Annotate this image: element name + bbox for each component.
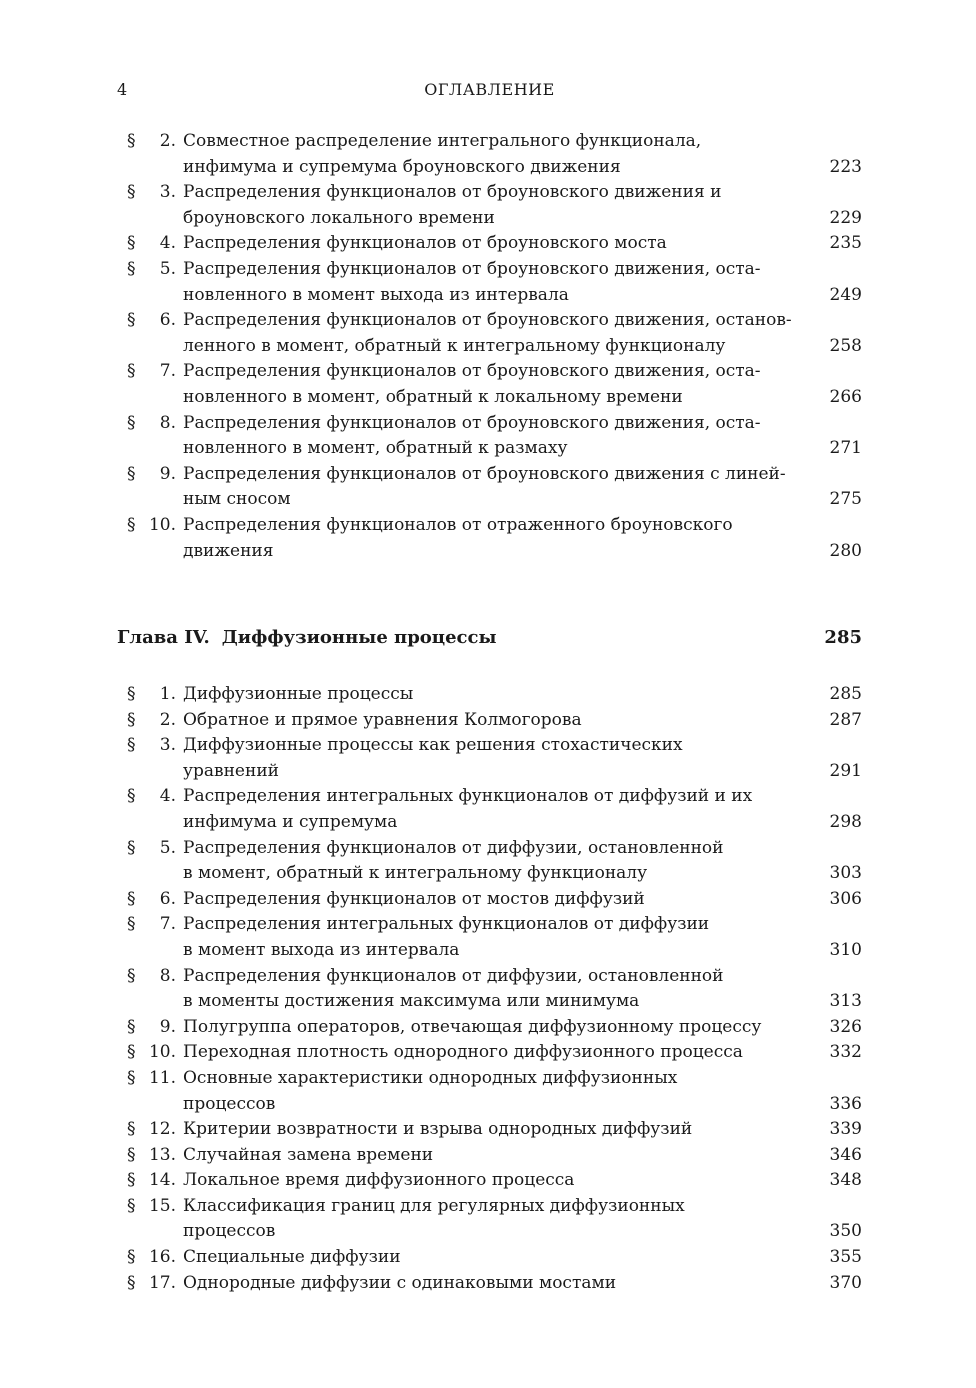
- entry-page: 285: [829, 684, 862, 704]
- entry-number: 7.: [159, 361, 176, 382]
- entry-title-line: ленного в момент, обратный к интегральному функционалу: [183, 335, 726, 356]
- entry-number: 4.: [159, 786, 176, 807]
- entry-title: [183, 231, 810, 257]
- entry-number: 3.: [159, 735, 176, 756]
- entry-title: [183, 359, 810, 410]
- entry-page: 229: [829, 207, 862, 228]
- entry-title: [183, 682, 810, 708]
- chapter-page: 285: [824, 627, 862, 648]
- entry-number: 7.: [159, 914, 176, 935]
- entry-title-line: Совместное распределение интегрального функционала,: [183, 131, 702, 151]
- entry-title-line: ным сносом: [183, 489, 291, 510]
- entry-number: 11.: [148, 1067, 176, 1088]
- entry-page: 287: [829, 709, 862, 730]
- entry-page: 249: [829, 284, 862, 305]
- entry-title-line: Распределения функционалов от броуновского движения, оста-: [183, 258, 761, 279]
- entry-title: [183, 912, 810, 963]
- entry-title-line: движения: [183, 540, 274, 561]
- section-symbol: §: [127, 233, 136, 254]
- entry-title-line: Случайная замена времени: [183, 1144, 434, 1165]
- entry-title-line: процессов: [183, 1221, 276, 1242]
- entry-number: 3.: [159, 182, 176, 203]
- entry-title-line: в момент, обратный к интегральному функционалу: [183, 863, 648, 884]
- section-symbol: §: [127, 182, 136, 203]
- section-symbol: §: [127, 709, 136, 730]
- entry-title-line: Полугруппа операторов, отвечающая диффузионному процессу: [183, 1016, 762, 1037]
- section-symbol: §: [127, 463, 136, 484]
- section-symbol: §: [127, 412, 136, 433]
- section-symbol: §: [127, 1067, 136, 1088]
- section-symbol: §: [127, 786, 136, 807]
- entry-page: 303: [829, 863, 862, 884]
- entry-title: [183, 1245, 810, 1271]
- entry-page: 348: [829, 1170, 862, 1191]
- entry-title: [183, 784, 810, 835]
- toc-entry: [117, 1040, 862, 1066]
- entry-title-line: Обратное и прямое уравнения Колмогорова: [183, 709, 582, 730]
- entry-page: 258: [829, 335, 862, 356]
- section-symbol: §: [127, 1144, 136, 1165]
- section-symbol: §: [127, 1042, 136, 1063]
- toc-entry: [117, 257, 862, 308]
- entry-number: 6.: [159, 310, 176, 331]
- entry-title-line: Однородные диффузии с одинаковыми мостами: [183, 1272, 617, 1293]
- entry-page: 313: [829, 991, 862, 1012]
- entry-page: 326: [829, 1016, 862, 1037]
- entry-title: [183, 1271, 810, 1297]
- toc-entry: [117, 1015, 862, 1041]
- entry-title: [183, 411, 810, 462]
- entry-page: 223: [829, 156, 862, 177]
- entry-title: [183, 1143, 810, 1169]
- entry-title-line: Диффузионные процессы: [183, 684, 414, 704]
- entry-page: 306: [829, 888, 862, 909]
- entry-page: 350: [829, 1221, 862, 1242]
- entry-title-line: уравнений: [183, 760, 279, 781]
- entry-title: [183, 513, 810, 564]
- entry-title-line: Распределения функционалов от диффузии, остановленной: [183, 965, 724, 986]
- entry-page: 355: [829, 1247, 862, 1268]
- entry-number: 16.: [148, 1247, 176, 1268]
- entry-number: 5.: [159, 258, 176, 279]
- entry-page: 336: [829, 1093, 862, 1114]
- entry-number: 10.: [148, 1042, 176, 1063]
- entry-title-line: Распределения функционалов от броуновского движения с линей-: [183, 463, 786, 484]
- page-number: 4: [117, 80, 128, 99]
- entry-title: [183, 733, 810, 784]
- entry-title: [183, 1168, 810, 1194]
- section-symbol: §: [127, 1016, 136, 1037]
- toc-entry: [117, 513, 862, 564]
- entry-number: 4.: [159, 233, 176, 254]
- running-header: [117, 80, 862, 106]
- entry-title-line: Классификация границ для регулярных диффузионных: [183, 1195, 685, 1216]
- toc-list-chapter: [117, 682, 862, 1296]
- entry-title-line: новленного в момент, обратный к локальному времени: [183, 386, 683, 407]
- entry-title-line: Распределения функционалов от диффузии, остановленной: [183, 837, 724, 858]
- entry-number: 6.: [159, 888, 176, 909]
- entry-title-line: новленного в момент, обратный к размаху: [183, 438, 568, 459]
- entry-title-line: Специальные диффузии: [183, 1247, 401, 1268]
- entry-page: 271: [829, 438, 862, 459]
- section-symbol: §: [127, 310, 136, 331]
- toc-entry: [117, 1117, 862, 1143]
- toc-entry: [117, 784, 862, 835]
- entry-page: 370: [829, 1272, 862, 1293]
- entry-title-line: Распределения функционалов от отраженного броуновского: [183, 514, 733, 535]
- entry-title-line: Распределения интегральных функционалов от диффузий и их: [183, 786, 753, 807]
- toc-entry: [117, 1066, 862, 1117]
- entry-title: [183, 1015, 810, 1041]
- entry-title-line: Основные характеристики однородных диффузионных: [183, 1067, 678, 1088]
- entry-page: 298: [829, 811, 862, 832]
- entry-page: 346: [829, 1144, 862, 1165]
- entry-page: 310: [829, 939, 862, 960]
- entry-title: [183, 887, 810, 913]
- entry-title-line: Критерии возвратности и взрыва однородных диффузий: [183, 1119, 693, 1140]
- section-symbol: §: [127, 258, 136, 279]
- entry-page: 275: [829, 489, 862, 510]
- toc-entry: [117, 682, 862, 708]
- entry-title: [183, 1040, 810, 1066]
- entry-title-line: броуновского локального времени: [183, 207, 495, 228]
- toc-entry: [117, 462, 862, 513]
- section-symbol: §: [127, 1247, 136, 1268]
- entry-title-line: инфимума и супремума: [183, 811, 398, 832]
- entry-page: 280: [829, 540, 862, 561]
- toc-entry: [117, 1245, 862, 1271]
- section-symbol: §: [127, 735, 136, 756]
- entry-number: 10.: [148, 514, 176, 535]
- section-symbol: §: [127, 361, 136, 382]
- entry-number: 15.: [148, 1195, 176, 1216]
- section-symbol: §: [127, 1119, 136, 1140]
- section-symbol: §: [127, 1272, 136, 1293]
- entry-number: 14.: [148, 1170, 176, 1191]
- entry-title: [183, 308, 810, 359]
- toc-entry: [117, 1143, 862, 1169]
- entry-title-line: в момент выхода из интервала: [183, 939, 460, 960]
- section-symbol: §: [127, 1195, 136, 1216]
- entry-page: 266: [829, 386, 862, 407]
- entry-title-line: Распределения функционалов от броуновского движения, останов-: [183, 310, 792, 331]
- chapter-title: Диффузионные процессы: [221, 627, 497, 648]
- toc-entry: [117, 1271, 862, 1297]
- entry-title-line: новленного в момент выхода из интервала: [183, 284, 569, 305]
- section-symbol: §: [127, 965, 136, 986]
- section-symbol: §: [127, 1170, 136, 1191]
- toc-entry: [117, 411, 862, 462]
- entry-title: [183, 1066, 810, 1117]
- toc-entry: [117, 231, 862, 257]
- entry-title-line: Распределения функционалов от мостов диффузий: [183, 888, 645, 909]
- entry-title-line: Распределения интегральных функционалов от диффузии: [183, 914, 710, 935]
- toc-entry: [117, 180, 862, 231]
- entry-title: [183, 964, 810, 1015]
- toc-entry: [117, 887, 862, 913]
- section-symbol: §: [127, 131, 136, 151]
- entry-page: 339: [829, 1119, 862, 1140]
- entry-number: 17.: [148, 1272, 176, 1293]
- toc-entry: [117, 308, 862, 359]
- toc-entry: [117, 836, 862, 887]
- entry-page: 235: [829, 233, 862, 254]
- toc-entry: [117, 912, 862, 963]
- entry-number: 12.: [148, 1119, 176, 1140]
- entry-title: [183, 129, 810, 180]
- entry-number: 8.: [159, 412, 176, 433]
- toc-list-top: [117, 129, 862, 564]
- entry-title-line: процессов: [183, 1093, 276, 1114]
- entry-title-line: Распределения функционалов от броуновского движения, оста-: [183, 412, 761, 433]
- entry-number: 8.: [159, 965, 176, 986]
- entry-title: [183, 180, 810, 231]
- toc-entry: [117, 964, 862, 1015]
- section-symbol: §: [127, 684, 136, 704]
- entry-title: [183, 462, 810, 513]
- entry-title: [183, 836, 810, 887]
- entry-title-line: Локальное время диффузионного процесса: [183, 1170, 575, 1191]
- toc-entry: [117, 1168, 862, 1194]
- entry-title-line: Распределения функционалов от броуновского движения, оста-: [183, 361, 761, 382]
- toc-entry: [117, 733, 862, 784]
- chapter-heading: [117, 625, 862, 651]
- entry-title-line: инфимума и супремума броуновского движения: [183, 156, 621, 177]
- entry-number: 2.: [159, 709, 176, 730]
- toc-entry: [117, 129, 862, 180]
- entry-page: 291: [829, 760, 862, 781]
- entry-title-line: Распределения функционалов от броуновского моста: [183, 233, 667, 254]
- entry-title-line: в моменты достижения максимума или минимума: [183, 991, 640, 1012]
- entry-number: 2.: [159, 131, 176, 151]
- entry-page: 332: [829, 1042, 862, 1063]
- entry-title: [183, 708, 810, 734]
- entry-number: 5.: [159, 837, 176, 858]
- entry-number: 1.: [159, 684, 176, 704]
- section-symbol: §: [127, 914, 136, 935]
- entry-number: 9.: [159, 1016, 176, 1037]
- chapter-label: Глава IV.: [117, 627, 210, 648]
- entry-title: [183, 1117, 810, 1143]
- header-title: ОГЛАВЛЕНИЕ: [424, 80, 555, 99]
- entry-title-line: Переходная плотность однородного диффузионного процесса: [183, 1042, 743, 1063]
- section-symbol: §: [127, 514, 136, 535]
- section-symbol: §: [127, 888, 136, 909]
- toc-entry: [117, 1194, 862, 1245]
- toc-entry: [117, 708, 862, 734]
- entry-number: 13.: [148, 1144, 176, 1165]
- toc-entry: [117, 359, 862, 410]
- entry-title: [183, 1194, 810, 1245]
- entry-number: 9.: [159, 463, 176, 484]
- section-symbol: §: [127, 837, 136, 858]
- entry-title-line: Диффузионные процессы как решения стохастических: [183, 735, 683, 756]
- entry-title-line: Распределения функционалов от броуновского движения и: [183, 182, 722, 203]
- entry-title: [183, 257, 810, 308]
